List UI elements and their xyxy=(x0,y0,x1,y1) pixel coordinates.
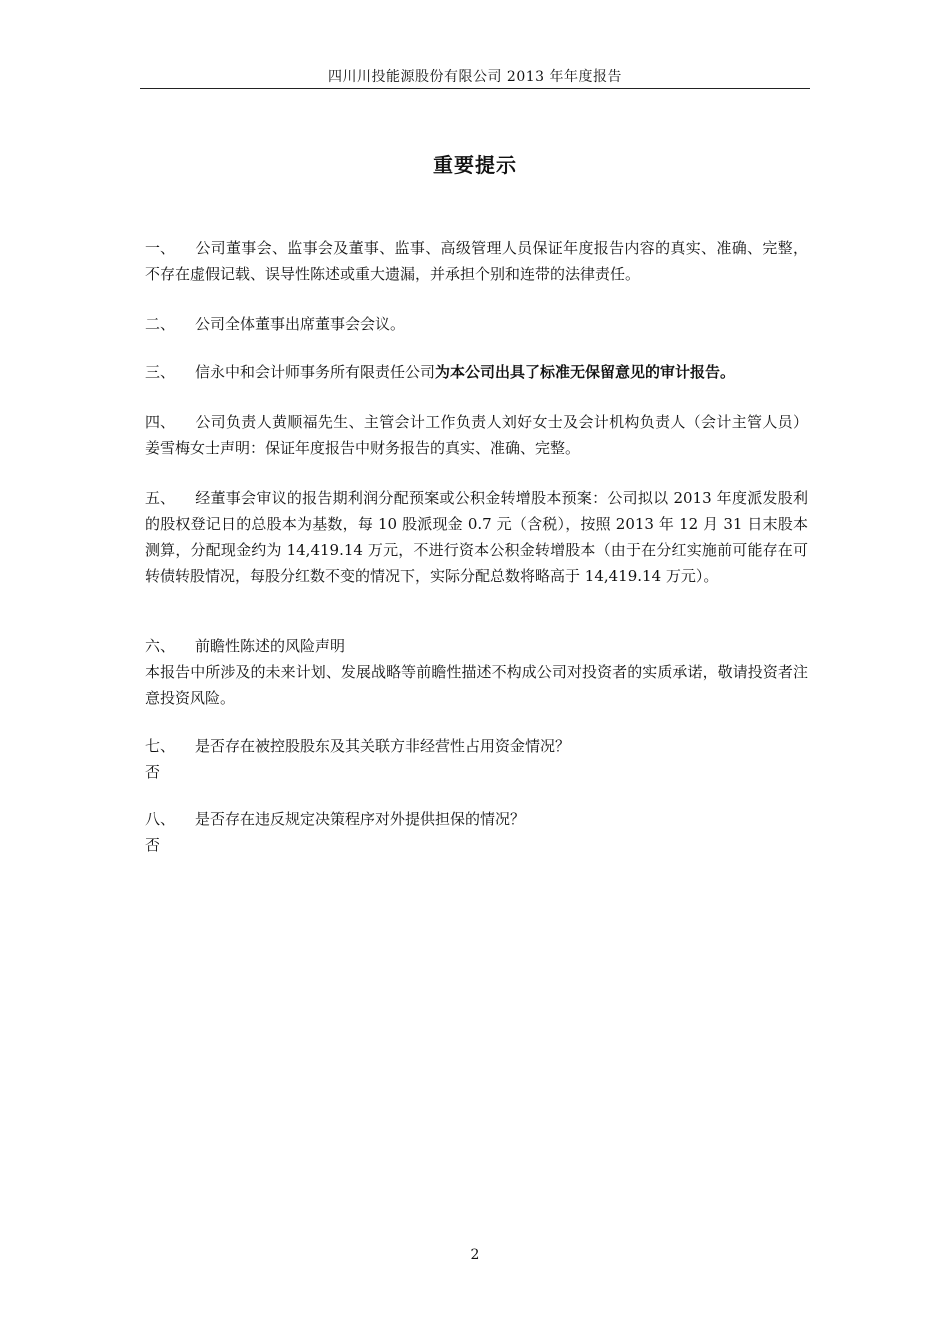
section-number: 二、 xyxy=(145,315,176,333)
header-rule xyxy=(140,88,810,89)
section-number: 八、 xyxy=(145,810,176,828)
page-title: 重要提示 xyxy=(433,153,517,177)
section-1 xyxy=(145,235,808,287)
page-number: 2 xyxy=(470,1247,480,1263)
section-text: 是否存在违反规定决策程序对外提供担保的情况？ xyxy=(195,810,526,828)
section-text: 公司全体董事出席董事会会议。 xyxy=(195,315,406,333)
section-6 xyxy=(145,633,808,711)
section-number: 一、 xyxy=(145,239,176,257)
section-5 xyxy=(145,485,808,589)
section-4 xyxy=(145,409,808,461)
section-text: 公司董事会、监事会及董事、监事、高级管理人员保证年度报告内容的真实、准确、完整，不存在虚假记载、误导性陈述或重大遗漏，并承担个别和连带的法律责任。 xyxy=(145,239,808,283)
section-2 xyxy=(145,311,808,337)
section-number: 六、 xyxy=(145,637,176,655)
section-number: 四、 xyxy=(145,413,176,431)
section-text: 公司负责人黄顺福先生、主管会计工作负责人刘好女士及会计机构负责人（会计主管人员）姜雪梅女士声明：保证年度报告中财务报告的真实、准确、完整。 xyxy=(145,413,808,457)
section-number: 五、 xyxy=(145,489,176,507)
section-text: 经董事会审议的报告期利润分配预案或公积金转增股本预案：公司拟以 2013 年度派发股利的股权登记日的总股本为基数，每 10 股派现金 0.7 元（含税），按照 2013 年 12 月 31 日末股本测算，分配现金约为 14,419.14 万元，不进行资本公积金转增股本（由于在分红实施前可能存在可转债转股情况，每股分红数不变的情况下，实际分配总数将略高于 14,419.14 万元）。 xyxy=(145,489,808,585)
section-text: 前瞻性陈述的风险声明 xyxy=(195,637,346,655)
section-answer: 否 xyxy=(145,763,161,781)
section-3 xyxy=(145,359,808,385)
section-text: 信永中和会计师事务所有限责任公司 xyxy=(195,363,436,381)
section-bold-text: 为本公司出具了标准无保留意见的审计报告。 xyxy=(435,363,736,381)
section-number: 三、 xyxy=(145,363,176,381)
section-text: 是否存在被控股股东及其关联方非经营性占用资金情况？ xyxy=(195,737,571,755)
section-body: 本报告中所涉及的未来计划、发展战略等前瞻性描述不构成公司对投资者的实质承诺，敬请投资者注意投资风险。 xyxy=(145,663,808,707)
section-7 xyxy=(145,733,808,785)
section-number: 七、 xyxy=(145,737,176,755)
section-8 xyxy=(145,806,808,858)
report-header: 四川川投能源股份有限公司 2013 年年度报告 xyxy=(327,69,623,85)
section-answer: 否 xyxy=(145,836,161,854)
